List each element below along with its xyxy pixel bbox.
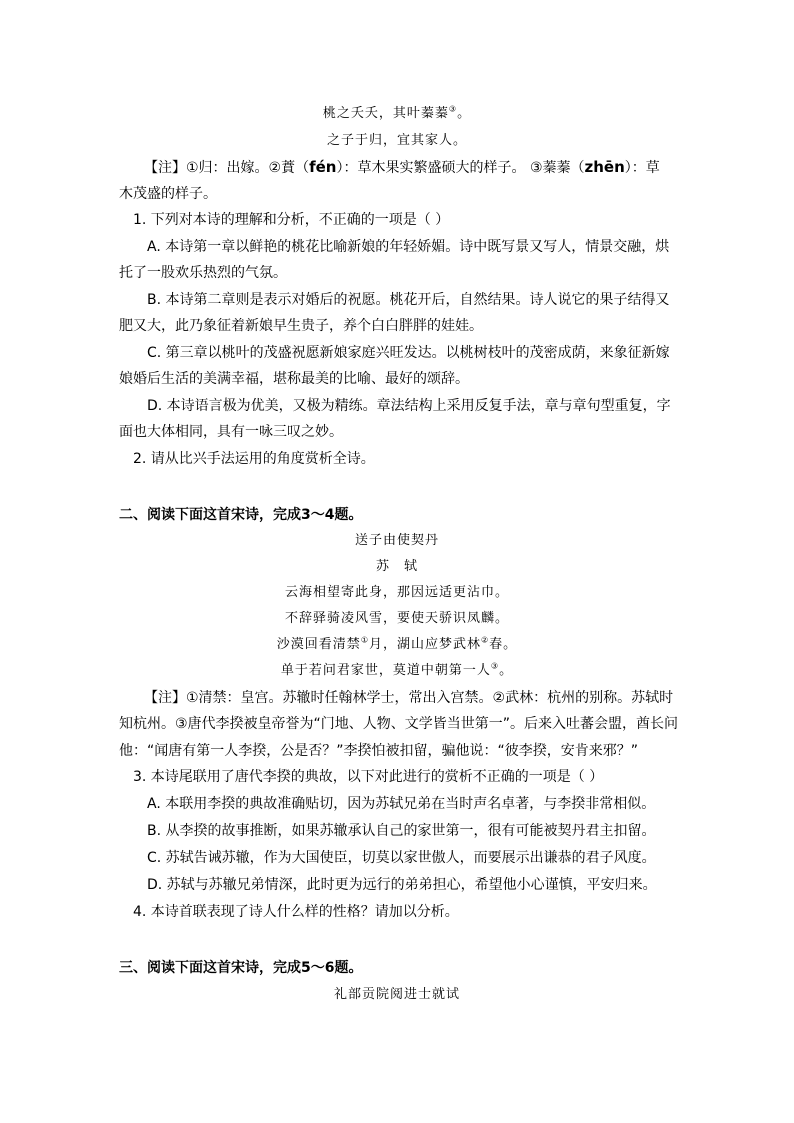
q1-option-d-line2: 面也大体相同，具有一咏三叹之妙。	[119, 424, 343, 440]
poem3-title: 礼部贡院阅进士就试	[333, 987, 460, 1002]
poem1-line1: 桃之夭夭，其叶蓁蓁③。	[322, 104, 472, 121]
poem2-author: 苏 轼	[375, 559, 418, 574]
note1-line1: 【注】①归：出嫁。②蕡（fén）：草木果实繁盛硕大的样子。 ③蓁蓁（zhēn）：草	[144, 158, 660, 176]
note1-line2: 木茂盛的样子。	[119, 186, 217, 202]
poem2-line1: 云海相望寄此身，那因远适更沾巾。	[284, 585, 509, 600]
q3-option-d: D. 苏轼与苏辙兄弟情深，此时更为远行的弟弟担心，希望他小心谨慎，平安归来。	[147, 877, 657, 893]
q1-option-b-line1: B. 本诗第二章则是表示对婚后的祝愿。桃花开后，自然结果。诗人说它的果子结得又	[147, 292, 670, 308]
q1-option-a-line2: 托了一股欢乐热烈的气氛。	[119, 265, 287, 281]
poem2-line3: 沙漠回看清禁①月，湖山应梦武林②春。	[276, 635, 518, 652]
section2-heading: 二、阅读下面这首宋诗，完成3～4题。	[119, 507, 363, 523]
poem2-line4: 单于若问君家世，莫道中朝第一人③。	[280, 661, 514, 678]
q1-option-c-line2: 娘婚后生活的美满幸福，堪称最美的比喻、最好的颂辞。	[119, 371, 469, 387]
note2-line3: 他：“闻唐有第一人李揆，公是否？”李揆怕被扣留，骗他说：“彼李揆，安肯来邪？”	[119, 743, 639, 759]
q2-stem: 2. 请从比兴手法运用的角度赏析全诗。	[133, 451, 375, 467]
q3-option-c: C. 苏轼告诫苏辙，作为大国使臣，切莫以家世傲人，而要展示出谦恭的君子风度。	[147, 850, 656, 866]
poem1-line2: 之子于归，宜其家人。	[326, 133, 467, 148]
q1-option-d-line1: D. 本诗语言极为优美，又极为精练。章法结构上采用反复手法，章与章句型重复，字	[147, 398, 671, 414]
q3-option-a: A. 本联用李揆的典故准确贴切，因为苏轼兄弟在当时声名卓著，与李揆非常相似。	[147, 796, 656, 812]
note2-line1: 【注】①清禁：皇宫。苏辙时任翰林学士，常出入宫禁。②武林：杭州的别称。苏轼时	[144, 690, 674, 706]
note2-line2: 知杭州。③唐代李揆被皇帝誉为“门地、人物、文学皆当世第一”。后来入吐蕃会盟，酋长问	[119, 716, 679, 732]
q3-option-b: B. 从李揆的故事推断，如果苏辙承认自己的家世第一，很有可能被契丹君主扣留。	[147, 823, 656, 839]
q4-stem: 4. 本诗首联表现了诗人什么样的性格？请加以分析。	[133, 904, 459, 920]
poem2-line2: 不辞驿骑凌风雪，要使天骄识凤麟。	[284, 611, 509, 626]
section3-heading: 三、阅读下面这首宋诗，完成5～6题。	[119, 960, 363, 976]
q1-option-c-line1: C. 第三章以桃叶的茂盛祝愿新娘家庭兴旺发达。以桃树枝叶的茂密成荫，来象征新嫁	[147, 345, 670, 361]
q3-stem: 3. 本诗尾联用了唐代李揆的典故，以下对此进行的赏析不正确的一项是（ ）	[133, 769, 604, 785]
poem2-title: 送子由使契丹	[354, 533, 439, 548]
q1-option-b-line2: 肥又大，此乃象征着新娘早生贵子，养个白白胖胖的娃娃。	[119, 318, 483, 334]
q1-option-a-line1: A. 本诗第一章以鲜艳的桃花比喻新娘的年轻娇媚。诗中既写景又写人，情景交融，烘	[147, 239, 670, 255]
q1-stem: 1. 下列对本诗的理解和分析，不正确的一项是（ ）	[133, 212, 450, 228]
